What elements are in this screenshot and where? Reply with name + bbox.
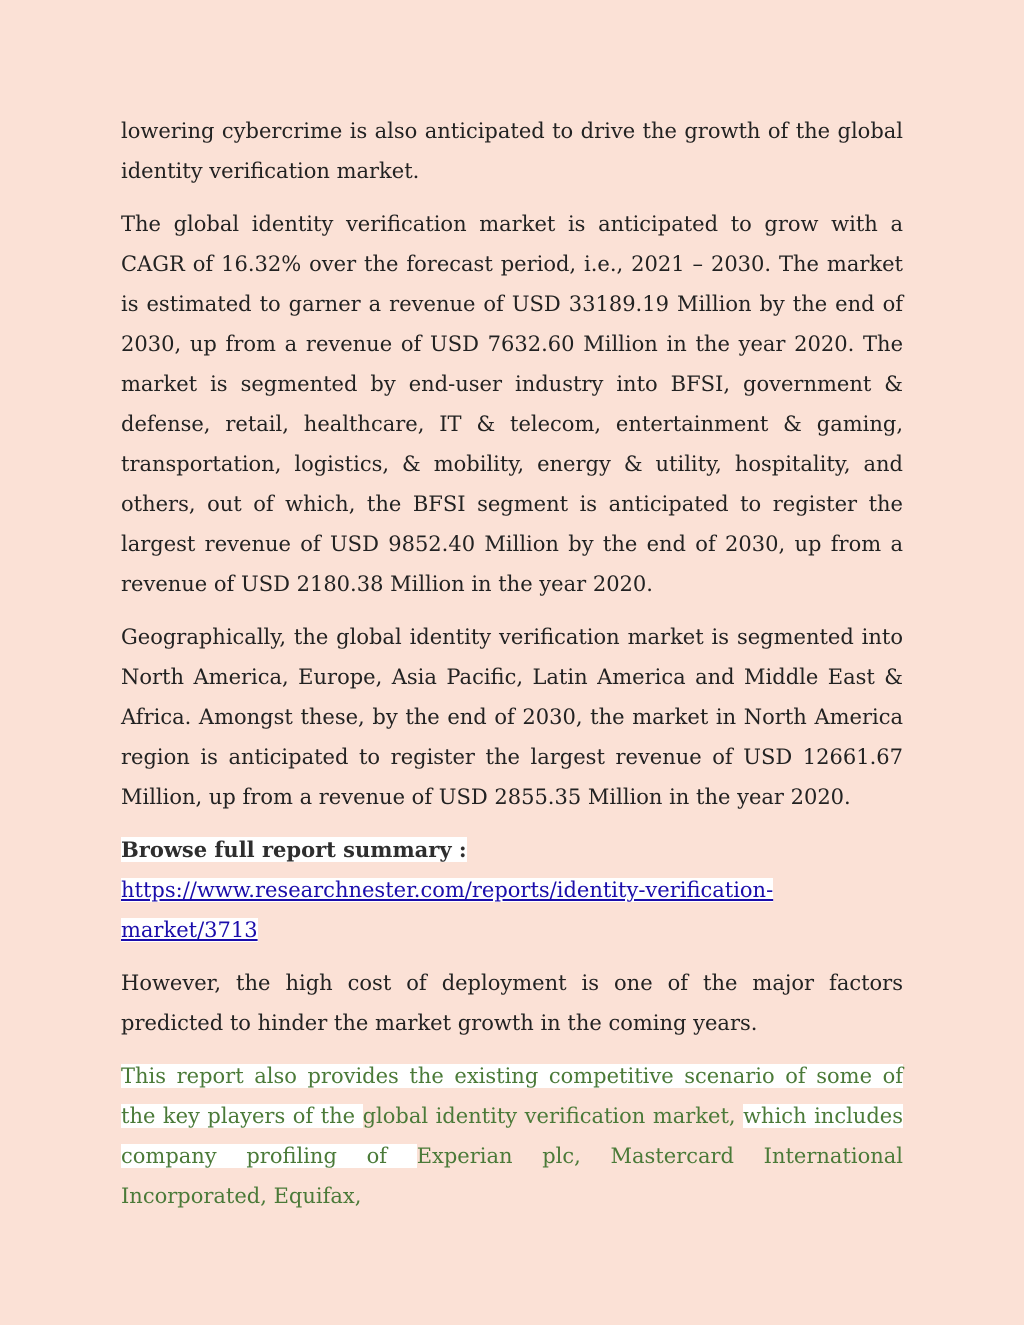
key-players-text-d: Experian plc, Mastercard International Incorporated, Equifax, — [121, 1144, 903, 1208]
paragraph-intro-end: lowering cybercrime is also anticipated to drive the growth of the global identity verification market. — [121, 119, 903, 183]
paragraph-geography: Geographically, the global identity verification market is segmented into North America, Europe, Asia Pacific, Latin America and Middle East & Africa. Amongst these, by the end of 2030, the market in North America region is anticipated to register the largest revenue of USD 12661.67 Million, up from a revenue of USD 2855.35 Million in the year 2020. — [121, 625, 903, 809]
key-players-text-b: global identity verification market, — [362, 1104, 744, 1128]
key-players-text-c: which includes company profiling of — [121, 1104, 903, 1168]
paragraph-however: However, the high cost of deployment is one of the major factors predicted to hinder the market growth in the coming years. — [121, 971, 903, 1035]
report-link-block — [121, 870, 903, 950]
report-link-line-2[interactable]: market/3713 — [121, 918, 258, 942]
browse-heading — [121, 830, 903, 870]
paragraph-market-size: The global identity verification market is anticipated to grow with a CAGR of 16.32% over the forecast period, i.e., 2021 – 2030. The market is estimated to garner a revenue of USD 33189.19 Million by the end of 2030, up from a revenue of USD 7632.60 Million in the year 2020. The market is segmented by end-user industry into BFSI, government & defense, retail, healthcare, IT & telecom, entertainment & gaming, transportation, logistics, & mobility, energy & utility, hospitality, and others, out of which, the BFSI segment is anticipated to register the largest revenue of USD 9852.40 Million by the end of 2030, up from a revenue of USD 2180.38 Million in the year 2020. — [121, 212, 903, 596]
document-page — [121, 111, 903, 1229]
report-link-line-1[interactable]: https://www.researchnester.com/reports/identity-verification- — [121, 878, 774, 902]
key-players-text-a: This report also provides the existing competitive scenario of some of the key players of the — [121, 1064, 903, 1128]
browse-heading-text: Browse full report summary : — [121, 837, 467, 862]
paragraph-key-players — [121, 1056, 903, 1216]
